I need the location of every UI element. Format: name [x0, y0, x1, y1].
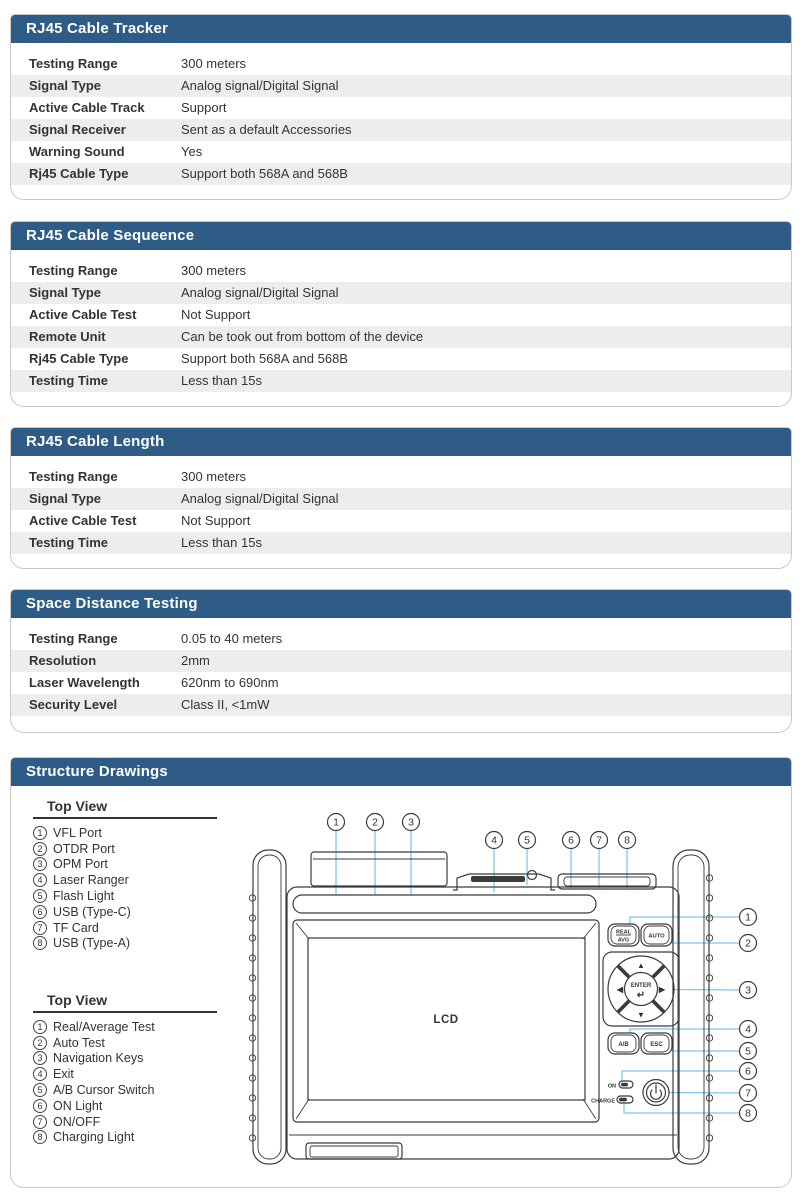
spec-table — [11, 250, 791, 392]
spec-label: Active Cable Test — [29, 513, 137, 528]
circled-number: 3 — [33, 1051, 47, 1065]
spec-value: 300 meters — [181, 56, 247, 71]
callout-number: 4 — [491, 834, 497, 847]
circled-number: 7 — [33, 921, 47, 935]
spec-row — [11, 370, 791, 392]
circled-number: 2 — [33, 1036, 47, 1050]
spec-row — [11, 163, 791, 185]
esc-button — [641, 1033, 672, 1054]
top-slot — [293, 895, 596, 913]
spec-value: Support — [181, 100, 227, 115]
spec-label: Remote Unit — [29, 329, 106, 344]
callout-number: 4 — [745, 1023, 751, 1036]
spec-label: Rj45 Cable Type — [29, 351, 129, 366]
spec-value: Less than 15s — [181, 535, 262, 550]
callout-number: 7 — [596, 834, 602, 847]
ab-button — [608, 1033, 639, 1054]
auto-label: AUTO — [648, 933, 665, 940]
spec-card-rj45-cable-length — [10, 427, 792, 569]
auto-button — [641, 924, 672, 946]
spec-label: Resolution — [29, 653, 97, 668]
spec-table — [11, 456, 791, 554]
legend-item — [33, 920, 238, 936]
legend-top-view-ports — [33, 798, 238, 951]
spec-label: Warning Sound — [29, 144, 125, 159]
spec-value: Yes — [181, 144, 203, 159]
spec-table — [11, 618, 791, 716]
nav-right-icon: ▶ — [658, 985, 666, 994]
legend-item-label: OTDR Port — [53, 841, 115, 856]
legend-item-label: Navigation Keys — [53, 1051, 144, 1066]
section-header: Structure Drawings — [11, 758, 791, 786]
power-button — [643, 1080, 669, 1106]
legend-item — [33, 1035, 238, 1051]
ab-label: A/B — [618, 1042, 629, 1048]
spec-value: Support both 568A and 568B — [181, 166, 348, 181]
spec-value: 2mm — [181, 653, 210, 668]
callout-number: 7 — [745, 1087, 751, 1100]
spec-value: Analog signal/Digital Signal — [181, 285, 339, 300]
structure-body — [11, 786, 791, 1187]
left-strap — [253, 850, 286, 1164]
spec-row — [11, 282, 791, 304]
legend-items — [33, 825, 238, 951]
circled-number: 1 — [33, 1020, 47, 1034]
legend-item — [33, 841, 238, 857]
circled-number: 2 — [33, 842, 47, 856]
spec-value: 0.05 to 40 meters — [181, 631, 283, 646]
circled-number: 3 — [33, 857, 47, 871]
circled-number: 8 — [33, 1130, 47, 1144]
screen — [293, 920, 599, 1122]
real-avg-label-bottom: AVG — [617, 937, 630, 944]
legend-item-label: VFL Port — [53, 825, 102, 840]
legend-item — [33, 1019, 238, 1035]
legend-item-label: USB (Type-C) — [53, 904, 131, 919]
section-header: RJ45 Cable Length — [11, 428, 791, 456]
structure-drawings-card — [10, 757, 792, 1188]
spec-card-space-distance-testing — [10, 589, 792, 733]
legend-item-label: Exit — [53, 1067, 74, 1082]
circled-number: 7 — [33, 1115, 47, 1129]
spec-value: Support both 568A and 568B — [181, 351, 348, 366]
spec-label: Testing Time — [29, 535, 108, 550]
device-drawing — [249, 850, 712, 1164]
legend-item — [33, 857, 238, 873]
spec-table — [11, 43, 791, 185]
spec-value: Sent as a default Accessories — [181, 122, 352, 137]
callout-number: 8 — [745, 1107, 751, 1120]
enter-arrow-icon: ↵ — [636, 990, 646, 1001]
spec-label: Laser Wavelength — [29, 675, 140, 690]
callouts-right — [740, 909, 757, 1122]
spec-card-rj45-cable-sequence — [10, 221, 792, 407]
real-avg-label-top: REAL — [616, 929, 631, 936]
device-structure-diagram — [239, 801, 792, 1173]
enter-label: ENTER — [630, 983, 652, 989]
legend-item-label: USB (Type-A) — [53, 936, 131, 951]
spec-row — [11, 694, 791, 716]
spec-card-rj45-cable-tracker — [10, 14, 792, 200]
navigation-pad — [603, 952, 679, 1026]
real-avg-button — [608, 924, 639, 946]
legend-item-label: Flash Light — [53, 889, 115, 904]
nav-up-icon: ▲ — [637, 961, 645, 970]
circled-number: 4 — [33, 873, 47, 887]
callout-number: 1 — [333, 816, 339, 829]
legend-top-view-keys — [33, 992, 238, 1145]
spec-label: Testing Time — [29, 373, 108, 388]
spec-label: Signal Receiver — [29, 122, 126, 137]
spec-label: Testing Range — [29, 469, 118, 484]
spec-value: 300 meters — [181, 263, 247, 278]
flash-light-lens — [528, 871, 537, 880]
power-icon — [651, 1085, 662, 1099]
legend-item — [33, 872, 238, 888]
legend-item-label: Real/Average Test — [53, 1019, 155, 1034]
spec-value: Not Support — [181, 307, 251, 322]
spec-label: Active Cable Test — [29, 307, 137, 322]
circled-number: 6 — [33, 905, 47, 919]
section-header: RJ45 Cable Sequeence — [11, 222, 791, 250]
callout-number: 3 — [745, 984, 751, 997]
charge-led — [591, 1096, 633, 1105]
bottom-details — [289, 1135, 677, 1159]
spec-value: 300 meters — [181, 469, 247, 484]
spec-row — [11, 488, 791, 510]
flash-light-slot — [471, 876, 525, 882]
spec-value: Analog signal/Digital Signal — [181, 491, 339, 506]
spec-label: Testing Range — [29, 263, 118, 278]
legend-item — [33, 1130, 238, 1146]
legend-item — [33, 904, 238, 920]
spec-row — [11, 672, 791, 694]
nav-left-icon: ◀ — [616, 985, 624, 994]
callout-number: 3 — [408, 816, 414, 829]
callout-number: 5 — [524, 834, 530, 847]
legend-heading: Top View — [33, 992, 217, 1013]
legend-item — [33, 888, 238, 904]
legend-item-label: ON Light — [53, 1098, 103, 1113]
legend-item-label: Charging Light — [53, 1130, 135, 1145]
callout-number: 5 — [745, 1045, 751, 1058]
spec-label: Active Cable Track — [29, 100, 145, 115]
spec-row — [11, 141, 791, 163]
spec-label: Testing Range — [29, 631, 118, 646]
spec-row — [11, 650, 791, 672]
legend-item-label: Auto Test — [53, 1035, 105, 1050]
legend-item-label: ON/OFF — [53, 1114, 101, 1129]
legend-item-label: Laser Ranger — [53, 873, 129, 888]
spec-value: Less than 15s — [181, 373, 262, 388]
section-header: RJ45 Cable Tracker — [11, 15, 791, 43]
esc-label: ESC — [650, 1042, 663, 1048]
circled-number: 5 — [33, 889, 47, 903]
spec-row — [11, 348, 791, 370]
circled-number: 4 — [33, 1067, 47, 1081]
legend-item — [33, 1051, 238, 1067]
callout-number: 6 — [568, 834, 574, 847]
circled-number: 1 — [33, 826, 47, 840]
circled-number: 5 — [33, 1083, 47, 1097]
spec-row — [11, 53, 791, 75]
spec-row — [11, 119, 791, 141]
circled-number: 8 — [33, 936, 47, 950]
charge-led-label: CHARGE — [591, 1098, 615, 1105]
ports-cover — [311, 852, 447, 886]
spec-row — [11, 628, 791, 650]
spec-row — [11, 466, 791, 488]
callout-number: 2 — [372, 816, 378, 829]
strap-bumps — [249, 875, 712, 1141]
legend-item — [33, 825, 238, 841]
callouts-top — [328, 814, 636, 849]
callout-number: 8 — [624, 834, 630, 847]
legend-item-label: TF Card — [53, 920, 99, 935]
spec-row — [11, 75, 791, 97]
spec-value: Not Support — [181, 513, 251, 528]
spec-value: 620nm to 690nm — [181, 675, 279, 690]
legend-item — [33, 1114, 238, 1130]
spec-value: Can be took out from bottom of the device — [181, 329, 424, 344]
callout-number: 1 — [745, 911, 751, 924]
spec-label: Rj45 Cable Type — [29, 166, 129, 181]
spec-label: Signal Type — [29, 491, 101, 506]
nav-down-icon: ▼ — [637, 1010, 645, 1020]
spec-row — [11, 260, 791, 282]
legend-items — [33, 1019, 238, 1145]
callout-number: 2 — [745, 937, 751, 950]
legend-item-label: A/B Cursor Switch — [53, 1083, 155, 1098]
legend-heading: Top View — [33, 798, 217, 819]
spec-row — [11, 97, 791, 119]
spec-value: Class II, <1mW — [181, 697, 270, 712]
spec-row — [11, 326, 791, 348]
lcd-label: LCD — [433, 1014, 459, 1026]
spec-label: Signal Type — [29, 78, 101, 93]
spec-row — [11, 304, 791, 326]
spec-label: Signal Type — [29, 285, 101, 300]
top-leader-lines — [336, 830, 627, 895]
circled-number: 6 — [33, 1099, 47, 1113]
spec-label: Testing Range — [29, 56, 118, 71]
legend-item — [33, 1082, 238, 1098]
legend-item-label: OPM Port — [53, 857, 108, 872]
device-body — [287, 887, 679, 1159]
section-header: Space Distance Testing — [11, 590, 791, 618]
spec-row — [11, 532, 791, 554]
legend-item — [33, 936, 238, 952]
spec-label: Security Level — [29, 697, 118, 712]
spec-row — [11, 510, 791, 532]
legend-item — [33, 1066, 238, 1082]
on-led-label: ON — [607, 1083, 616, 1090]
spec-value: Analog signal/Digital Signal — [181, 78, 339, 93]
on-led — [608, 1081, 633, 1090]
legend-item — [33, 1098, 238, 1114]
callout-number: 6 — [745, 1065, 751, 1078]
